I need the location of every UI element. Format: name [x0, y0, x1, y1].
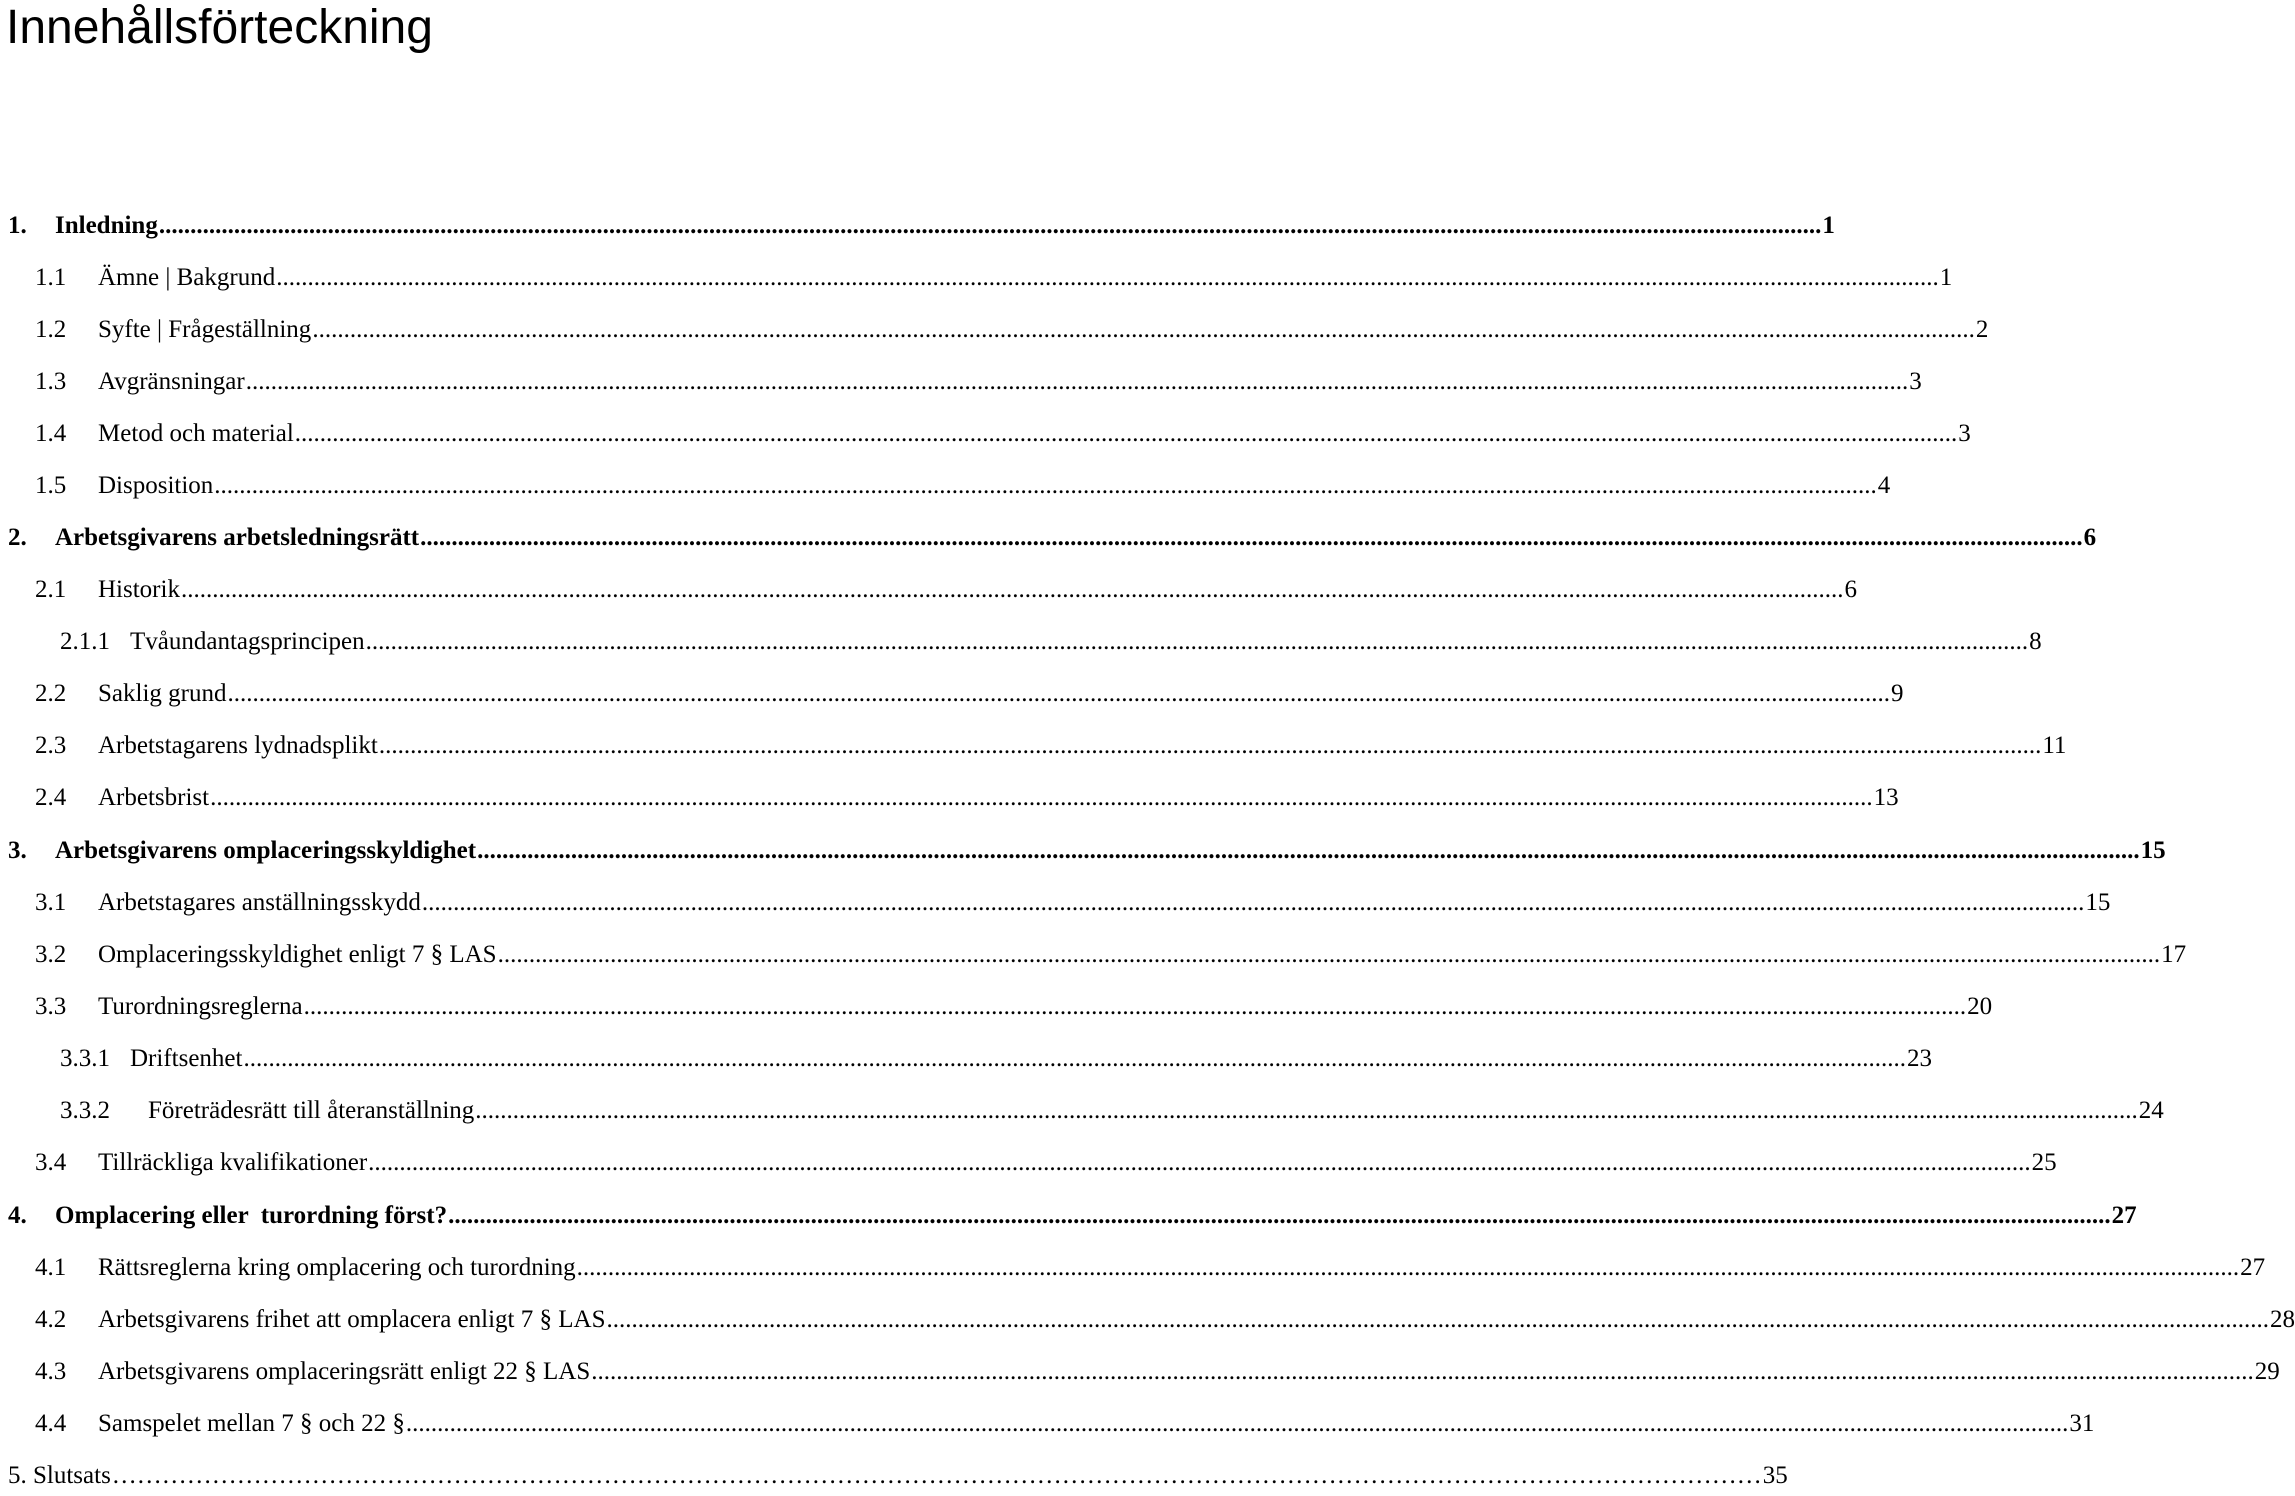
toc-entry-5[interactable]: [8, 1456, 1788, 1496]
toc-page-number: 3: [1909, 368, 1922, 395]
toc-entry-1-4[interactable]: [35, 414, 1971, 454]
toc-title: Tvåundantagsprincipen: [130, 628, 365, 655]
toc-number: 2.4: [35, 784, 67, 811]
toc-title: Inledning: [55, 212, 158, 239]
toc-leader: [420, 518, 2083, 558]
toc-page-number: 1: [1939, 264, 1953, 291]
toc-title: Arbetsbrist: [98, 784, 210, 811]
toc-number: 2.: [8, 524, 27, 551]
toc-number: 5.: [8, 1462, 27, 1489]
toc-title: Arbetstagares anställningsskydd: [98, 889, 421, 916]
toc-number: 2.1: [35, 576, 67, 603]
toc-entry-3-3-1[interactable]: [60, 1039, 1932, 1079]
toc-entry-2-4[interactable]: [35, 778, 1899, 818]
toc-page-number: 8: [2029, 628, 2042, 655]
toc-title: Metod och material: [98, 420, 294, 447]
toc-entry-1-2[interactable]: [35, 310, 1989, 350]
toc-title: Omplacering eller turordning först?: [55, 1202, 448, 1229]
toc-title: Arbetsgivarens omplaceringsskyldighet: [55, 837, 477, 864]
toc-leader: [159, 206, 1822, 246]
toc-leader: [227, 674, 1890, 714]
toc-number: 4.1: [35, 1254, 67, 1281]
toc-number: 2.1.1: [60, 628, 110, 655]
toc-page-number: 11: [2042, 732, 2067, 759]
toc-number: 4.4: [35, 1410, 67, 1437]
toc-leader: [181, 570, 1844, 610]
toc-title: Arbetsgivarens arbetsledningsrätt: [55, 524, 420, 551]
toc-leader: [422, 883, 2085, 923]
toc-number: 1.1: [35, 264, 67, 291]
toc-number: 2.3: [35, 732, 67, 759]
toc-number: 1.2: [35, 316, 67, 343]
toc-title: Arbetsgivarens frihet att omplacera enligt 7 § LAS: [98, 1306, 606, 1333]
toc-entry-2-1[interactable]: [35, 570, 1857, 610]
toc-page-number: 15: [2085, 889, 2111, 916]
toc-entry-1-3[interactable]: [35, 362, 1922, 402]
toc-leader: [295, 414, 1958, 454]
page-title: Innehållsförteckning: [6, 1, 433, 54]
toc-number: 3.3: [35, 993, 67, 1020]
toc-title: Driftsenhet: [130, 1045, 243, 1072]
toc-leader: [368, 1143, 2031, 1183]
toc-page-number: 25: [2031, 1149, 2057, 1176]
toc-page-number: 15: [2140, 837, 2166, 864]
toc-number: 1.5: [35, 472, 67, 499]
toc-number: 3.4: [35, 1149, 67, 1176]
toc-title: Omplaceringsskyldighet enligt 7 § LAS: [98, 941, 497, 968]
toc-leader: [276, 258, 1939, 298]
toc-entry-2-2[interactable]: [35, 674, 1904, 714]
toc-number: 3.3.2: [60, 1097, 110, 1124]
toc-title: Syfte | Frågeställning: [98, 316, 312, 343]
toc-page-number: 2: [1975, 316, 1989, 343]
toc-title: Saklig grund: [98, 680, 227, 707]
toc-number: 3.2: [35, 941, 67, 968]
toc-entry-3-3-2[interactable]: [60, 1091, 2164, 1131]
toc-entry-2-3[interactable]: [35, 726, 2067, 766]
toc-page-number: 27: [2111, 1202, 2137, 1229]
toc-title: Arbetsgivarens omplaceringsrätt enligt 22 § LAS: [98, 1358, 591, 1385]
toc-leader: [477, 831, 2140, 871]
toc-entry-3-2[interactable]: [35, 935, 2187, 975]
toc-title: Disposition: [98, 472, 214, 499]
toc-entry-4-3[interactable]: [35, 1352, 2280, 1392]
toc-title: Avgränsningar: [98, 368, 245, 395]
toc-title: Rättsreglerna kring omplacering och turordning: [98, 1254, 576, 1281]
toc-page-number: 24: [2138, 1097, 2164, 1124]
toc-page-number: 27: [2240, 1254, 2266, 1281]
toc-page-number: 35: [1762, 1462, 1788, 1489]
toc-entry-2-1-1[interactable]: [60, 622, 2042, 662]
toc-entry-1-1[interactable]: [35, 258, 1953, 298]
toc-entry-2[interactable]: [8, 518, 2097, 558]
toc-number: 4.2: [35, 1306, 67, 1333]
toc-entry-4-4[interactable]: [35, 1404, 2095, 1444]
toc-title: Företrädesrätt till återanställning: [148, 1097, 475, 1124]
toc-page-number: 1: [1822, 212, 1835, 239]
toc-page-number: 23: [1906, 1045, 1932, 1072]
toc-page-number: 28: [2269, 1306, 2295, 1333]
toc-number: 4.: [8, 1202, 27, 1229]
toc-leader: [591, 1352, 2254, 1392]
toc-leader: [448, 1196, 2111, 1236]
toc-entry-3-4[interactable]: [35, 1143, 2057, 1183]
toc-leader: [366, 622, 2029, 662]
toc-entry-4[interactable]: [8, 1196, 2137, 1236]
toc-page-number: 13: [1873, 784, 1899, 811]
toc-entry-4-1[interactable]: [35, 1248, 2266, 1288]
toc-leader: [112, 1456, 1762, 1496]
toc-title: Samspelet mellan 7 § och 22 §: [98, 1410, 405, 1437]
toc-entry-4-2[interactable]: [35, 1300, 2295, 1340]
toc-entry-3-1[interactable]: [35, 883, 2111, 923]
toc-page-number: 3: [1958, 420, 1971, 447]
toc-entry-3[interactable]: [8, 831, 2166, 871]
toc-leader: [246, 362, 1909, 402]
toc-number: 1.4: [35, 420, 67, 447]
toc-page-number: 6: [1844, 576, 1857, 603]
toc-leader: [475, 1091, 2138, 1131]
toc-entry-1[interactable]: [8, 206, 1835, 246]
toc-number: 4.3: [35, 1358, 67, 1385]
toc-leader: [304, 987, 1967, 1027]
toc-leader: [498, 935, 2161, 975]
toc-title: Arbetstagarens lydnadsplikt: [98, 732, 378, 759]
toc-page-number: 31: [2069, 1410, 2095, 1437]
toc-leader: [243, 1039, 1906, 1079]
toc-title: Historik: [98, 576, 180, 603]
toc-entry-1-5[interactable]: [35, 466, 1891, 506]
toc-number: 1.3: [35, 368, 67, 395]
toc-number: 3.: [8, 837, 27, 864]
toc-leader: [606, 1300, 2269, 1340]
toc-entry-3-3[interactable]: [35, 987, 1993, 1027]
toc-title: Slutsats: [33, 1462, 111, 1489]
toc-number: 2.2: [35, 680, 67, 707]
toc-page-number: 6: [2083, 524, 2097, 551]
toc-number: 3.3.1: [60, 1045, 110, 1072]
toc-leader: [214, 466, 1877, 506]
toc-leader: [312, 310, 1975, 350]
toc-page-number: 29: [2254, 1358, 2280, 1385]
toc-title: Tillräckliga kvalifikationer: [98, 1149, 368, 1176]
toc-title: Ämne | Bakgrund: [98, 264, 276, 291]
toc-leader: [379, 726, 2042, 766]
toc-page-number: 4: [1877, 472, 1891, 499]
toc-page-number: 9: [1890, 680, 1904, 707]
toc-leader: [577, 1248, 2240, 1288]
toc-leader: [406, 1404, 2069, 1444]
toc-number: 1.: [8, 212, 27, 239]
toc-number: 3.1: [35, 889, 67, 916]
toc-page-number: 17: [2161, 941, 2187, 968]
toc-title: Turordningsreglerna: [98, 993, 303, 1020]
toc-leader: [210, 778, 1873, 818]
toc-page-number: 20: [1967, 993, 1993, 1020]
